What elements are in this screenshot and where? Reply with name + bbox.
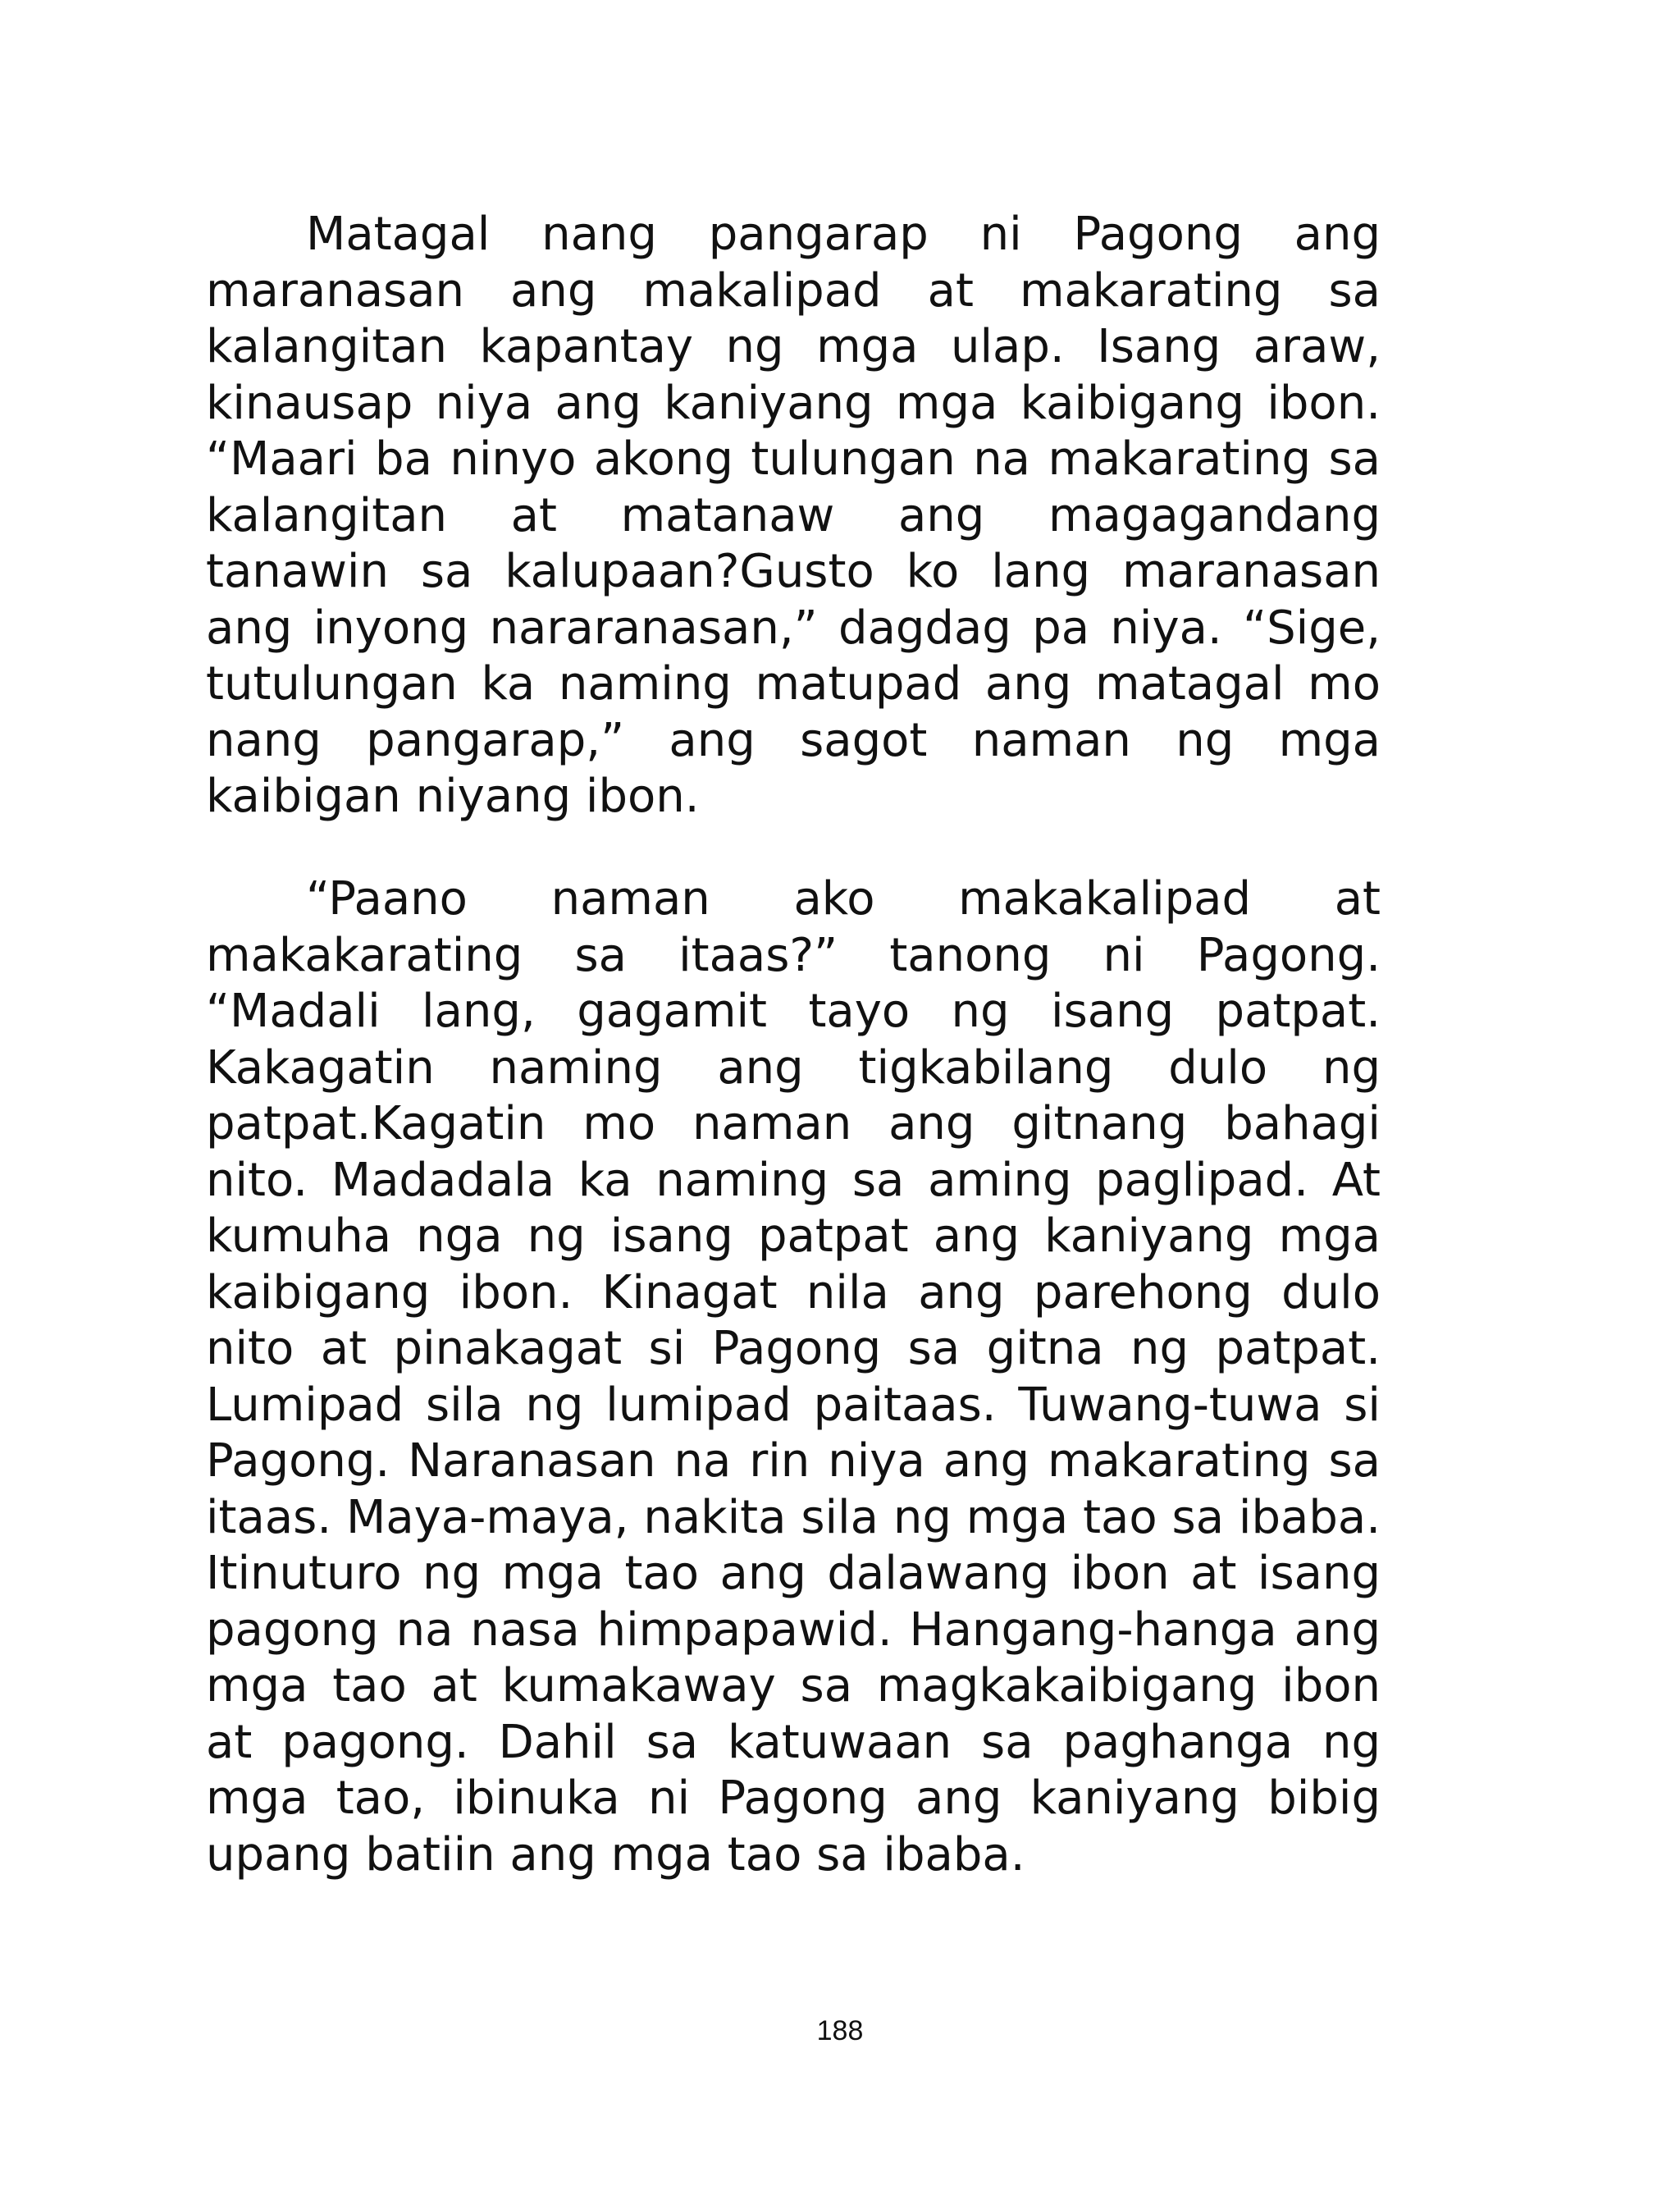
story-paragraph-1: Matagal nang pangarap ni Pagong ang maranasan ang makalipad at makarating sa kalangitan kapantay ng mga ulap. Isang araw, kinausap niya ang kaniyang mga kaibigang ibon. “Maari ba ninyo akong tulungan na makarating sa kalangitan at matanaw ang magagandang tanawin sa kalupaan?Gusto ko lang maranasan ang inyong nararanasan,” dagdag pa niya. “Sige, tutulungan ka naming matupad ang matagal mo nang pangarap,” ang sagot naman ng mga kaibigan niyang ibon. bbox=[206, 208, 1381, 823]
story-paragraph-2: “Paano naman ako makakalipad at makakarating sa itaas?” tanong ni Pagong. “Madali lang, gagamit tayo ng isang patpat. Kakagatin naming ang tigkabilang dulo ng patpat.Kagatin mo naman ang gitnang bahagi nito. Madadala ka naming sa aming paglipad. At kumuha nga ng isang patpat ang kaniyang mga kaibigang ibon. Kinagat nila ang parehong dulo nito at pinakagat si Pagong sa gitna ng patpat. Lumipad sila ng lumipad paitaas. Tuwang-tuwa si Pagong. Naranasan na rin niya ang makarating sa itaas. Maya-maya, nakita sila ng mga tao sa ibaba. Itinuturo ng mga tao ang dalawang ibon at isang pagong na nasa himpapawid. Hangang-hanga ang mga tao at kumakaway sa magkakaibigang ibon at pagong. Dahil sa katuwaan sa paghanga ng mga tao, ibinuka ni Pagong ang kaniyang bibig upang batiin ang mga tao sa ibaba. bbox=[206, 872, 1381, 1881]
page-number: 188 bbox=[816, 2015, 864, 2046]
